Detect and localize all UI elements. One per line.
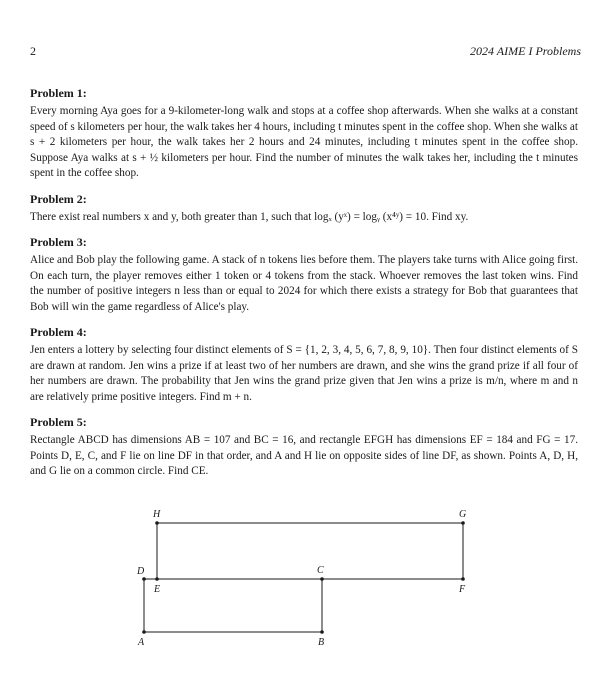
problem-4 xyxy=(30,324,578,405)
problem-text: Every morning Aya goes for a 9-kilometer-long walk and stops at a coffee shop afterwards. When she walks at a constant speed of s kilometers per hour, the walk takes her 4 hours, including t minutes spent in the coffee shop. When she walks at s + 2 kilometers per hour, the walk takes her 2 hours and 24 minutes, including t minutes spent in the coffee shop. Suppose Aya walks at s + ½ kilometers per hour. Find the number of minutes the walk takes her, including the t minutes spent in the coffee shop. xyxy=(30,105,578,179)
point-d xyxy=(142,577,146,581)
point-c xyxy=(320,577,324,581)
problem-text: Rectangle ABCD has dimensions AB = 107 and BC = 16, and rectangle EFGH has dimensions EF = 184 and FG = 17. Points D, E, C, and F lie on line DF in that order, and A and H lie on opposite sides of line DF, as shown. Points A, D, H, and G lie on a common circle. Find CE. xyxy=(30,434,578,477)
label-d: D xyxy=(137,566,145,577)
problem-text: There exist real numbers x and y, both greater than 1, such that logₓ (yˣ) = logᵧ (x⁴ʸ) = 10. Find xy. xyxy=(30,210,469,223)
problem-1 xyxy=(30,85,578,182)
point-f xyxy=(461,577,465,581)
problem-2 xyxy=(30,191,578,226)
label-a: A xyxy=(138,637,145,648)
label-b: B xyxy=(318,637,325,648)
label-h: H xyxy=(153,509,161,520)
label-g: G xyxy=(459,509,467,520)
point-h xyxy=(155,521,159,525)
label-f: F xyxy=(459,584,466,595)
problem-3 xyxy=(30,234,578,315)
label-e: E xyxy=(154,584,161,595)
problem-text: Jen enters a lottery by selecting four distinct elements of S = {1, 2, 3, 4, 5, 6, 7, 8, 9, 10}. Then four distinct elements of S are drawn at random. Jen wins a prize if at least two of her numbers are drawn, and she wins the grand prize if all four of her numbers are drawn. The probability that Jen wins the grand prize given that Jen wins a prize is m/n, where m and n are relatively prime positive integers. Find m + n. xyxy=(30,344,578,403)
problem-text: Alice and Bob play the following game. A stack of n tokens lies before them. The players take turns with Alice going first. On each turn, the player removes either 1 token or 4 tokens from the stack. Whoever removes the last token wins. Find the number of positive integers n less than or equal to 2024 for which there exists a strategy for Bob that guarantees that Bob will win the game regardless of Alice's play. xyxy=(30,254,578,313)
page-number: 2 xyxy=(30,44,36,58)
rectangle-efgh xyxy=(157,523,463,579)
problem-title: Problem 4: xyxy=(30,325,87,339)
problem-title: Problem 1: xyxy=(30,86,87,100)
problem-5 xyxy=(30,414,578,480)
problem-title: Problem 5: xyxy=(30,415,87,429)
point-a xyxy=(142,630,146,634)
point-g xyxy=(461,521,465,525)
problem-title: Problem 3: xyxy=(30,235,87,249)
document-title: 2024 AIME I Problems xyxy=(470,44,581,58)
point-e xyxy=(155,577,159,581)
rectangle-abcd xyxy=(144,579,322,632)
problem-title: Problem 2: xyxy=(30,191,87,206)
label-c: C xyxy=(317,565,324,576)
point-b xyxy=(320,630,324,634)
problem-list xyxy=(30,85,578,489)
